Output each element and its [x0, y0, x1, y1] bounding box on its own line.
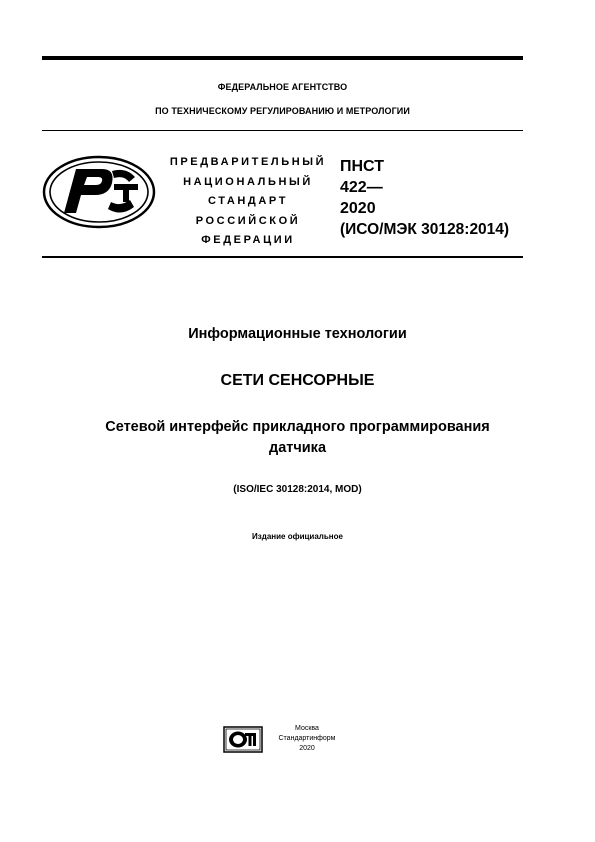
standard-type — [160, 153, 336, 251]
standard-type-line: НАЦИОНАЛЬНЫЙ — [183, 175, 313, 188]
title-sub — [30, 417, 565, 459]
title-sub-line-1: Сетевой интерфейс прикладного программирования — [105, 419, 490, 435]
header-rule — [42, 130, 523, 131]
standard-designation — [340, 156, 509, 240]
designation-code: ПНСТ — [340, 158, 384, 175]
title-main: СЕТИ СЕНСОРНЫЕ — [220, 372, 375, 389]
standard-type-line: ПРЕДВАРИТЕЛЬНЫЙ — [169, 156, 327, 168]
publisher-year: 2020 — [299, 745, 315, 752]
gost-r-mark-icon — [42, 155, 156, 229]
mid-rule — [42, 256, 523, 258]
agency-line-1: ФЕДЕРАЛЬНОЕ АГЕНТСТВО — [217, 82, 348, 92]
designation-number: 422— — [340, 179, 383, 196]
title-area: Информационные технологии — [188, 326, 407, 342]
agency-line-2: ПО ТЕХНИЧЕСКОМУ РЕГУЛИРОВАНИЮ И МЕТРОЛОГИИ — [155, 106, 410, 116]
top-rule — [42, 56, 523, 60]
edition-note: Издание официальное — [252, 532, 343, 541]
designation-year: 2020 — [340, 200, 376, 217]
designation-intl: (ИСО/МЭК 30128:2014) — [340, 221, 510, 238]
standard-type-line: РОССИЙСКОЙ — [195, 214, 301, 227]
standard-type-line: ФЕДЕРАЦИИ — [201, 234, 295, 246]
publisher-name: Стандартинформ — [278, 735, 336, 742]
publisher-info — [266, 724, 348, 754]
standard-type-line: СТАНДАРТ — [207, 195, 289, 207]
standartinform-logo-icon — [223, 726, 263, 753]
title-sub-line-2: датчика — [268, 440, 327, 456]
publisher-city: Москва — [295, 725, 319, 732]
intl-reference: (ISO/IEC 30128:2014, MOD) — [233, 484, 362, 495]
